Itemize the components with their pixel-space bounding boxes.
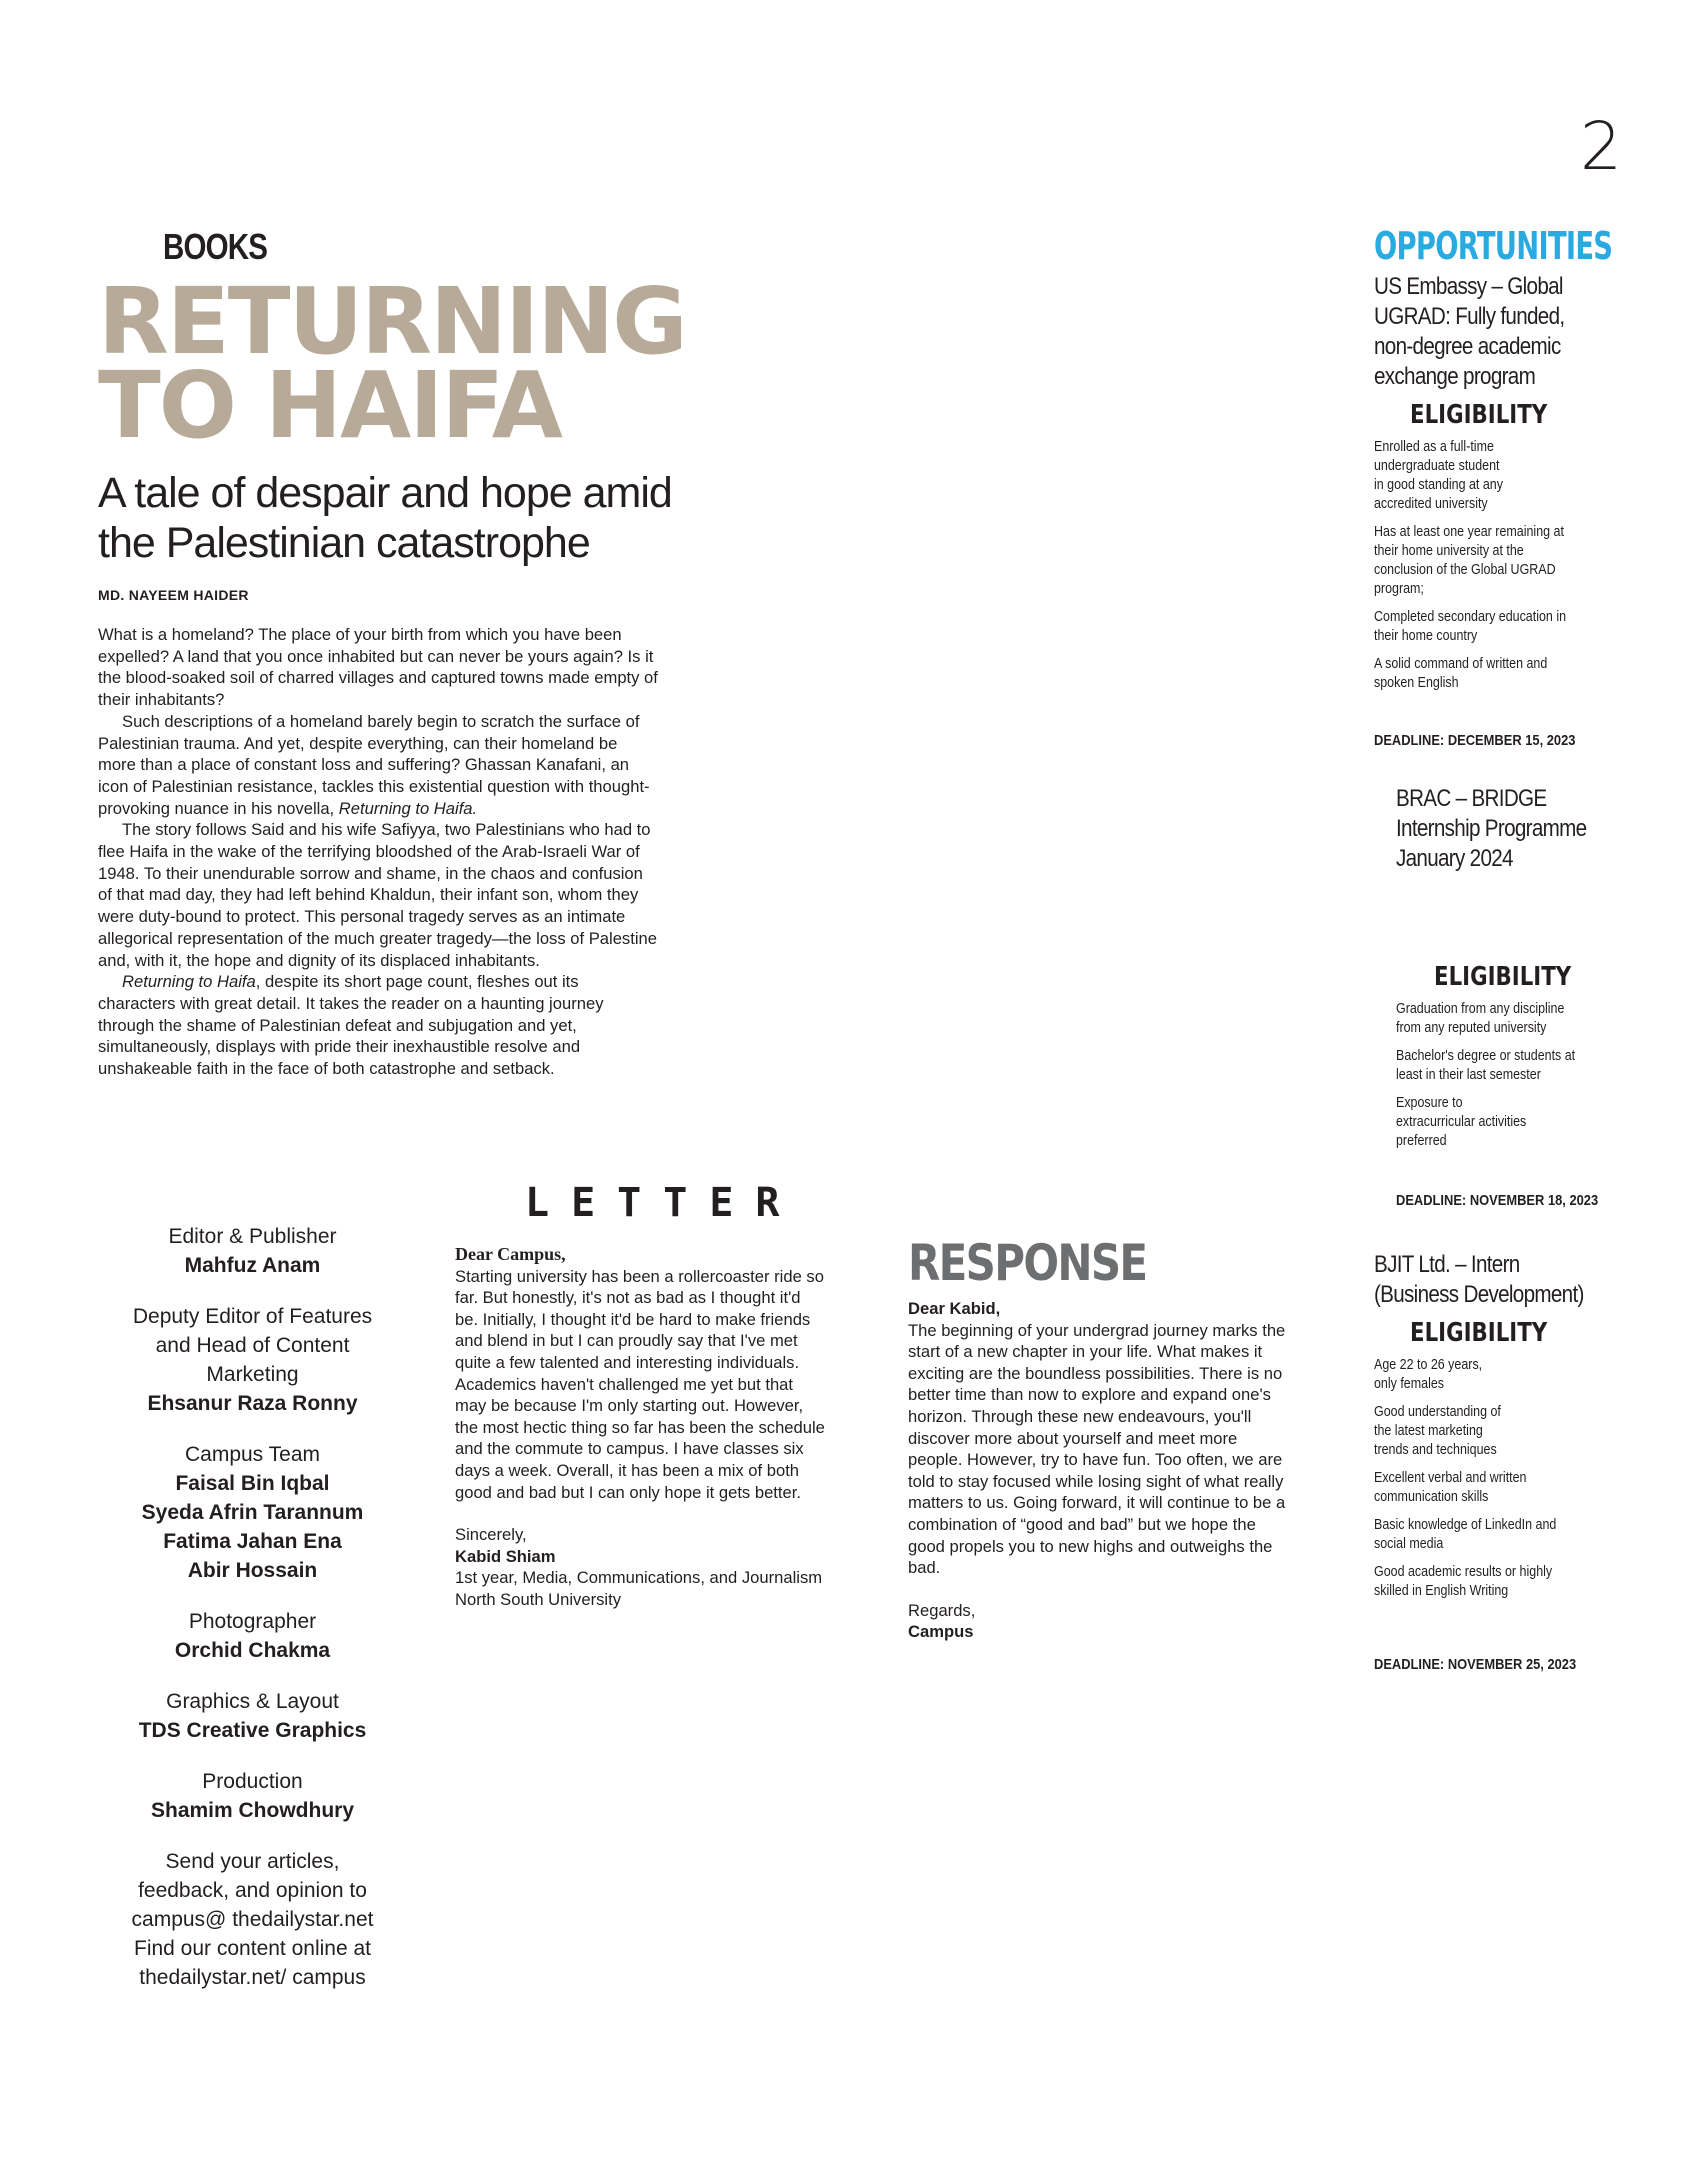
paragraph: The story follows Said and his wife Safiyya, two Palestinians who had to flee Haifa in the wake of the terrifying bloodshed of the Arab-Israeli War of 1948. To their unendurable sorrow and shame, in the chaos and confusion of that mad day, they had left behind Khaldun, their infant son, whom they were duty-bound to protect. This personal tragedy serves as an intimate allegorical representation of the much greater tragedy—the loss of Palestine and, with it, the hope and dignity of its displaced inhabitants.: [98, 820, 657, 970]
eligibility-item: A solid command of written and spoken English: [1374, 656, 1548, 691]
letter-title: LETTER: [525, 1180, 802, 1226]
eligibility-item: Good understanding of the latest marketing trends and techniques: [1374, 1404, 1501, 1458]
eligibility-item: Excellent verbal and written communication skills: [1374, 1470, 1527, 1505]
eligibility-item: Basic knowledge of LinkedIn and social media: [1374, 1517, 1557, 1552]
letter-salutation: Dear Campus,: [455, 1244, 566, 1264]
paragraph: What is a homeland? The place of your birth from which you have been expelled? A land that you once inhabited but can never be yours again? Is it the blood-soaked soil of charred villages and captured towns made empty of their inhabitants?: [98, 625, 658, 710]
opportunities-heading: OPPORTUNITIES: [1374, 224, 1613, 268]
credit-role: Deputy Editor of Features and Head of Content Marketing: [132, 1305, 373, 1386]
eligibility-heading: ELIGIBILITY: [1410, 1318, 1548, 1348]
eligibility-list: [1374, 1356, 1580, 1610]
eligibility-item: Graduation from any discipline from any reputed university: [1396, 1001, 1565, 1036]
response-title: RESPONSE: [908, 1234, 1147, 1292]
paragraph: [98, 711, 658, 820]
credit-group: [120, 1222, 385, 1280]
credit-name: TDS Creative Graphics: [138, 1719, 367, 1742]
opportunity-title: US Embassy – Global UGRAD: Fully funded, non-degree academic exchange program: [1374, 273, 1565, 390]
eligibility-item: Enrolled as a full-time undergraduate student in good standing at any accredited university: [1374, 439, 1503, 512]
credit-group: [120, 1607, 385, 1665]
article-body: [98, 624, 658, 1080]
headline-line: TO HAIFA: [98, 352, 561, 459]
opportunity-title: BRAC – BRIDGE Internship Programme January 2024: [1396, 785, 1587, 872]
paragraph-text: Such descriptions of a homeland barely begin to scratch the surface of Palestinian trauma. And yet, despite everything, can their homeland be more than a place of constant loss and suffering? Ghassan Kanafani, an icon of Palestinian resistance, tackles this existential question with thought-provoking nuance in his novella,: [98, 711, 650, 818]
contact-line: Send your articles, feedback, and opinion to campus@ thedailystar.net: [131, 1850, 374, 1931]
eligibility-item: Has at least one year remaining at their home university at the conclusion of the Global UGRAD program;: [1374, 524, 1564, 597]
response-body: The beginning of your undergrad journey marks the start of a new chapter in your life. What makes it exciting are the boundless possibilities. There is no better time than now to explore and expand one's horizon. Through these new endeavours, you'll discover more about yourself and meet more people. However, try to have fun. Too often, we are told to stay focused while losing sight of what really matters to us. Going forward, it will continue to be a combination of “good and bad” but we hope the good propels you to new highs and outweighs the bad.: [908, 1320, 1286, 1578]
credit-role: Graphics & Layout: [166, 1690, 339, 1713]
byline: MD. NAYEEM HAIDER: [98, 587, 249, 603]
credit-role: Production: [202, 1770, 303, 1793]
credit-role: Editor & Publisher: [168, 1225, 337, 1248]
credit-role: Campus Team: [184, 1443, 320, 1466]
credit-name: Shamim Chowdhury: [150, 1799, 355, 1822]
letter-author-detail: North South University: [455, 1589, 622, 1609]
paragraph-text: , despite its short page count, fleshes out its characters with great detail. It takes the reader on a haunting journey through the shame of Palestinian defeat and subjugation and yet, simultaneously, displays with pride their inexhaustible resolve and unshakeable faith in the face of both catastrophe and setback.: [98, 972, 604, 1079]
eligibility-heading: ELIGIBILITY: [1410, 400, 1548, 430]
response-salutation: Dear Kabid,: [908, 1299, 1001, 1318]
letter-author-detail: 1st year, Media, Communications, and Journalism: [455, 1568, 823, 1588]
eligibility-item: Bachelor's degree or students at least in their last semester: [1396, 1048, 1576, 1083]
contact-line: Find our content online at thedailystar.net/ campus: [134, 1937, 371, 1989]
deck-line: A tale of despair and hope amid: [98, 469, 672, 517]
credit-name: Mahfuz Anam: [184, 1254, 321, 1277]
credit-group: [120, 1302, 385, 1418]
opportunity-title: BJIT Ltd. – Intern (Business Development): [1374, 1251, 1584, 1308]
letter-body: Starting university has been a rollercoaster ride so far. But honestly, it's not as bad as I thought it'd be. Initially, I thought it'd be hard to make friends and blend in but I can proudly say that I've met quite a few talented and interesting individuals. Academics haven't challenged me yet but that may be because I'm only starting out. However, the most hectic thing so far has been the schedule and the commute to campus. I have classes six days a week. Overall, it has been a mix of both good and bad but I can only hope it gets better.: [455, 1266, 825, 1502]
eligibility-item: Good academic results or highly skilled in English Writing: [1374, 1564, 1553, 1599]
letter-author: Kabid Shiam: [455, 1546, 556, 1566]
masthead-credits: [120, 1222, 385, 1992]
eligibility-list: [1374, 438, 1580, 702]
deck: [98, 468, 718, 568]
headline-line: RETURNING: [98, 268, 686, 375]
paragraph: [98, 971, 658, 1080]
deadline: DEADLINE: NOVEMBER 18, 2023: [1396, 1192, 1599, 1209]
book-title: Returning to Haifa.: [338, 798, 478, 818]
credit-group: [120, 1767, 385, 1825]
book-title: Returning to Haifa: [122, 972, 256, 992]
credit-role: Photographer: [188, 1610, 317, 1633]
eligibility-list: [1396, 1000, 1577, 1160]
response: [908, 1298, 1288, 1643]
eligibility-item: Completed secondary education in their home country: [1374, 609, 1567, 644]
deadline: DEADLINE: NOVEMBER 25, 2023: [1374, 1656, 1577, 1673]
credit-name: Orchid Chakma: [174, 1639, 331, 1662]
response-signoff: Regards,: [908, 1600, 976, 1620]
credit-group: [120, 1440, 385, 1585]
headline: [98, 268, 798, 459]
credit-name: Fatima Jahan Ena: [163, 1530, 342, 1553]
credit-name: Abir Hossain: [187, 1559, 318, 1582]
eligibility-item: Exposure to extracurricular activities preferred: [1396, 1095, 1527, 1149]
credit-name: Faisal Bin Iqbal: [175, 1472, 330, 1495]
deck-line: the Palestinian catastrophe: [98, 519, 590, 567]
deadline: DEADLINE: DECEMBER 15, 2023: [1374, 732, 1576, 749]
letter-signoff: Sincerely,: [455, 1525, 527, 1545]
page-number: 2: [1580, 108, 1622, 185]
credit-name: Syeda Afrin Tarannum: [141, 1501, 364, 1524]
response-author: Campus: [908, 1622, 974, 1642]
section-label: BOOKS: [163, 226, 268, 267]
credit-name: Ehsanur Raza Ronny: [147, 1392, 358, 1415]
eligibility-item: Age 22 to 26 years, only females: [1374, 1357, 1483, 1392]
credit-group: [120, 1687, 385, 1745]
eligibility-heading: ELIGIBILITY: [1434, 962, 1572, 992]
letter: [455, 1244, 825, 1611]
contact-info: [120, 1847, 385, 1992]
